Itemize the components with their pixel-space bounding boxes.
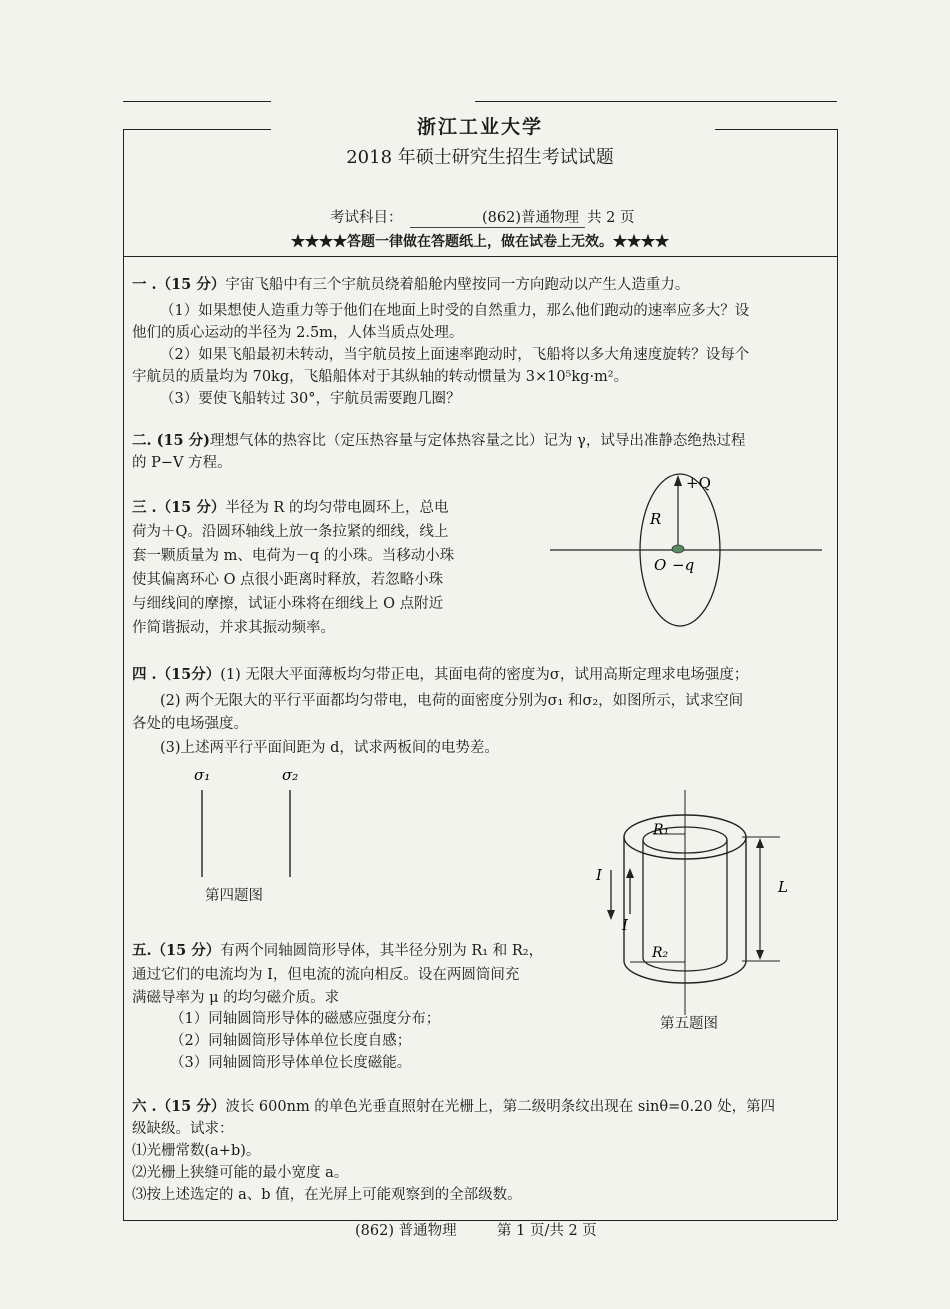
q5-head: 五.（15 分） (132, 942, 221, 959)
q6-head: 六 .（15 分） (132, 1098, 226, 1115)
q1-part1-b: 他们的质心运动的半径为 2.5m，人体当质点处理。 (132, 325, 464, 341)
q3-line4: 使其偏离环心 O 点很小距离时释放，若忽略小珠 (132, 572, 444, 588)
q3-line2: 荷为＋Q。沿圆环轴线上放一条拉紧的细线，线上 (132, 524, 449, 540)
subject-label: 考试科目： (330, 210, 403, 226)
q4-line2: (2) 两个无限大的平行平面都均匀带电，电荷的面密度分别为σ₁ 和σ₂，如图所示，试求空间 (160, 693, 744, 709)
label-plus-q: +Q (686, 474, 711, 492)
q4-text: (1) 无限大平面薄板均匀带正电，其面电荷的密度为σ，试用高斯定理求电场强度； (220, 667, 749, 683)
q6-sub3: ⑶按上述选定的 a、b 值，在光屏上可能观察到的全部级数。 (132, 1187, 522, 1203)
label-current-outer: I (596, 866, 602, 884)
q3-text: 半径为 R 的均匀带电圆环上，总电 (225, 500, 449, 516)
top-rule-right (475, 101, 837, 102)
q1-text: 宇宙飞船中有三个宇航员绕着船舱内壁按同一方向跑动以产生人造重力。 (225, 277, 690, 293)
current-arrowhead-down (607, 910, 615, 920)
q2-text: 理想气体的热容比（定压热容量与定体热容量之比）记为 γ，试导出准静态绝热过程 (210, 433, 746, 449)
q5-sub1: （1）同轴圆筒形导体的磁感应强度分布； (170, 1011, 441, 1027)
q3-line6: 作简谐振动，并求其振动频率。 (132, 620, 335, 636)
notice: ★★★★答题一律做在答题纸上，做在试卷上无效。★★★★ (291, 234, 669, 250)
q5-sub3: （3）同轴圆筒形导体单位长度磁能。 (170, 1055, 412, 1071)
footer-page: 第 1 页/共 2 页 (497, 1223, 597, 1239)
label-sigma2: σ₂ (282, 766, 299, 784)
radius-arrowhead (674, 475, 682, 486)
q6-line1 (132, 1096, 775, 1118)
q3-head: 三 .（15 分） (132, 499, 226, 516)
q2-line1 (132, 430, 745, 452)
subject-underline (410, 227, 585, 228)
q3-line3: 套一颗质量为 m、电荷为－q 的小珠。当移动小珠 (132, 548, 455, 564)
q4-head: 四 .（15分） (132, 666, 221, 683)
frame-bottom (123, 1220, 837, 1221)
bead (672, 545, 684, 553)
q3-line5: 与细线间的摩擦，试证小珠将在细线上 O 点附近 (132, 596, 444, 612)
q5-figure-caption: 第五题图 (660, 1016, 718, 1032)
label-current-inner: I (622, 916, 628, 934)
school-name: 浙江工业大学 (416, 116, 543, 138)
q6-text: 波长 600nm 的单色光垂直照射在光栅上，第二级明条纹出现在 sinθ=0.20 处，第四 (225, 1099, 776, 1115)
q3-ring-figure (550, 466, 830, 656)
q5-line2: 通过它们的电流均为 I，但电流的流向相反。设在两圆筒间充 (132, 967, 520, 983)
q5-sub2: （2）同轴圆筒形导体单位长度自感； (170, 1033, 412, 1049)
subject-name: (862)普通物理 (482, 210, 579, 226)
q2-head: 二. (15 分) (132, 432, 211, 449)
footer-subject: (862) 普通物理 (355, 1223, 457, 1239)
frame-left (123, 129, 124, 1220)
q1-heading-line (132, 274, 689, 296)
q5-line1 (132, 940, 543, 962)
q2-line2: 的 P−V 方程。 (132, 455, 232, 471)
q1-part1-a: （1）如果想使人造重力等于他们在地面上时受的自然重力，那么他们跑动的速率应多大？设 (160, 303, 750, 319)
q6-sub1: ⑴光栅常数(a+b)。 (132, 1143, 261, 1159)
q4-line4: (3)上述两平行平面间距为 d，试求两板间的电势差。 (160, 740, 499, 756)
label-r1: R₁ (653, 822, 670, 838)
page-count: 共 2 页 (587, 210, 635, 226)
header-divider (123, 256, 837, 257)
q1-part2-b: 宇航员的质量均为 70kg，飞船船体对于其纵轴的转动惯量为 3×10⁵kg·m²。 (132, 369, 629, 385)
q1-part3: （3）要使飞船转过 30°，宇航员需要跑几圈？ (160, 391, 461, 407)
q5-text: 有两个同轴圆筒形导体，其半径分别为 R₁ 和 R₂， (220, 943, 544, 959)
frame-top-right (715, 129, 837, 130)
q1-part2-a: （2）如果飞船最初未转动，当宇航员按上面速率跑动时，飞船将以多大角速度旋转？设每个 (160, 347, 750, 363)
q3-line1 (132, 497, 448, 519)
q4-line1 (132, 664, 748, 686)
label-sigma1: σ₁ (194, 766, 211, 784)
label-r: R (650, 510, 662, 528)
exam-title: 2018 年硕士研究生招生考试试题 (346, 147, 614, 168)
label-length: L (778, 878, 788, 896)
q4-line3: 各处的电场强度。 (132, 716, 248, 732)
q6-sub2: ⑵光栅上狭缝可能的最小宽度 a。 (132, 1165, 349, 1181)
label-r2: R₂ (652, 945, 669, 961)
label-o: O (654, 556, 667, 574)
label-minus-q: −q (672, 556, 695, 574)
q6-line2: 级缺级。试求： (132, 1121, 234, 1137)
length-arrow-bottom (756, 950, 764, 960)
length-arrow-top (756, 838, 764, 848)
frame-top-left (123, 129, 271, 130)
q5-coax-figure (590, 790, 800, 1020)
frame-right (837, 129, 838, 1220)
q1-head: 一 .（15 分） (132, 276, 226, 293)
current-arrowhead-up (626, 868, 634, 878)
q4-figure-caption: 第四题图 (205, 888, 263, 904)
q5-line3: 满磁导率为 μ 的均匀磁介质。求 (132, 990, 340, 1006)
top-rule-left (123, 101, 271, 102)
